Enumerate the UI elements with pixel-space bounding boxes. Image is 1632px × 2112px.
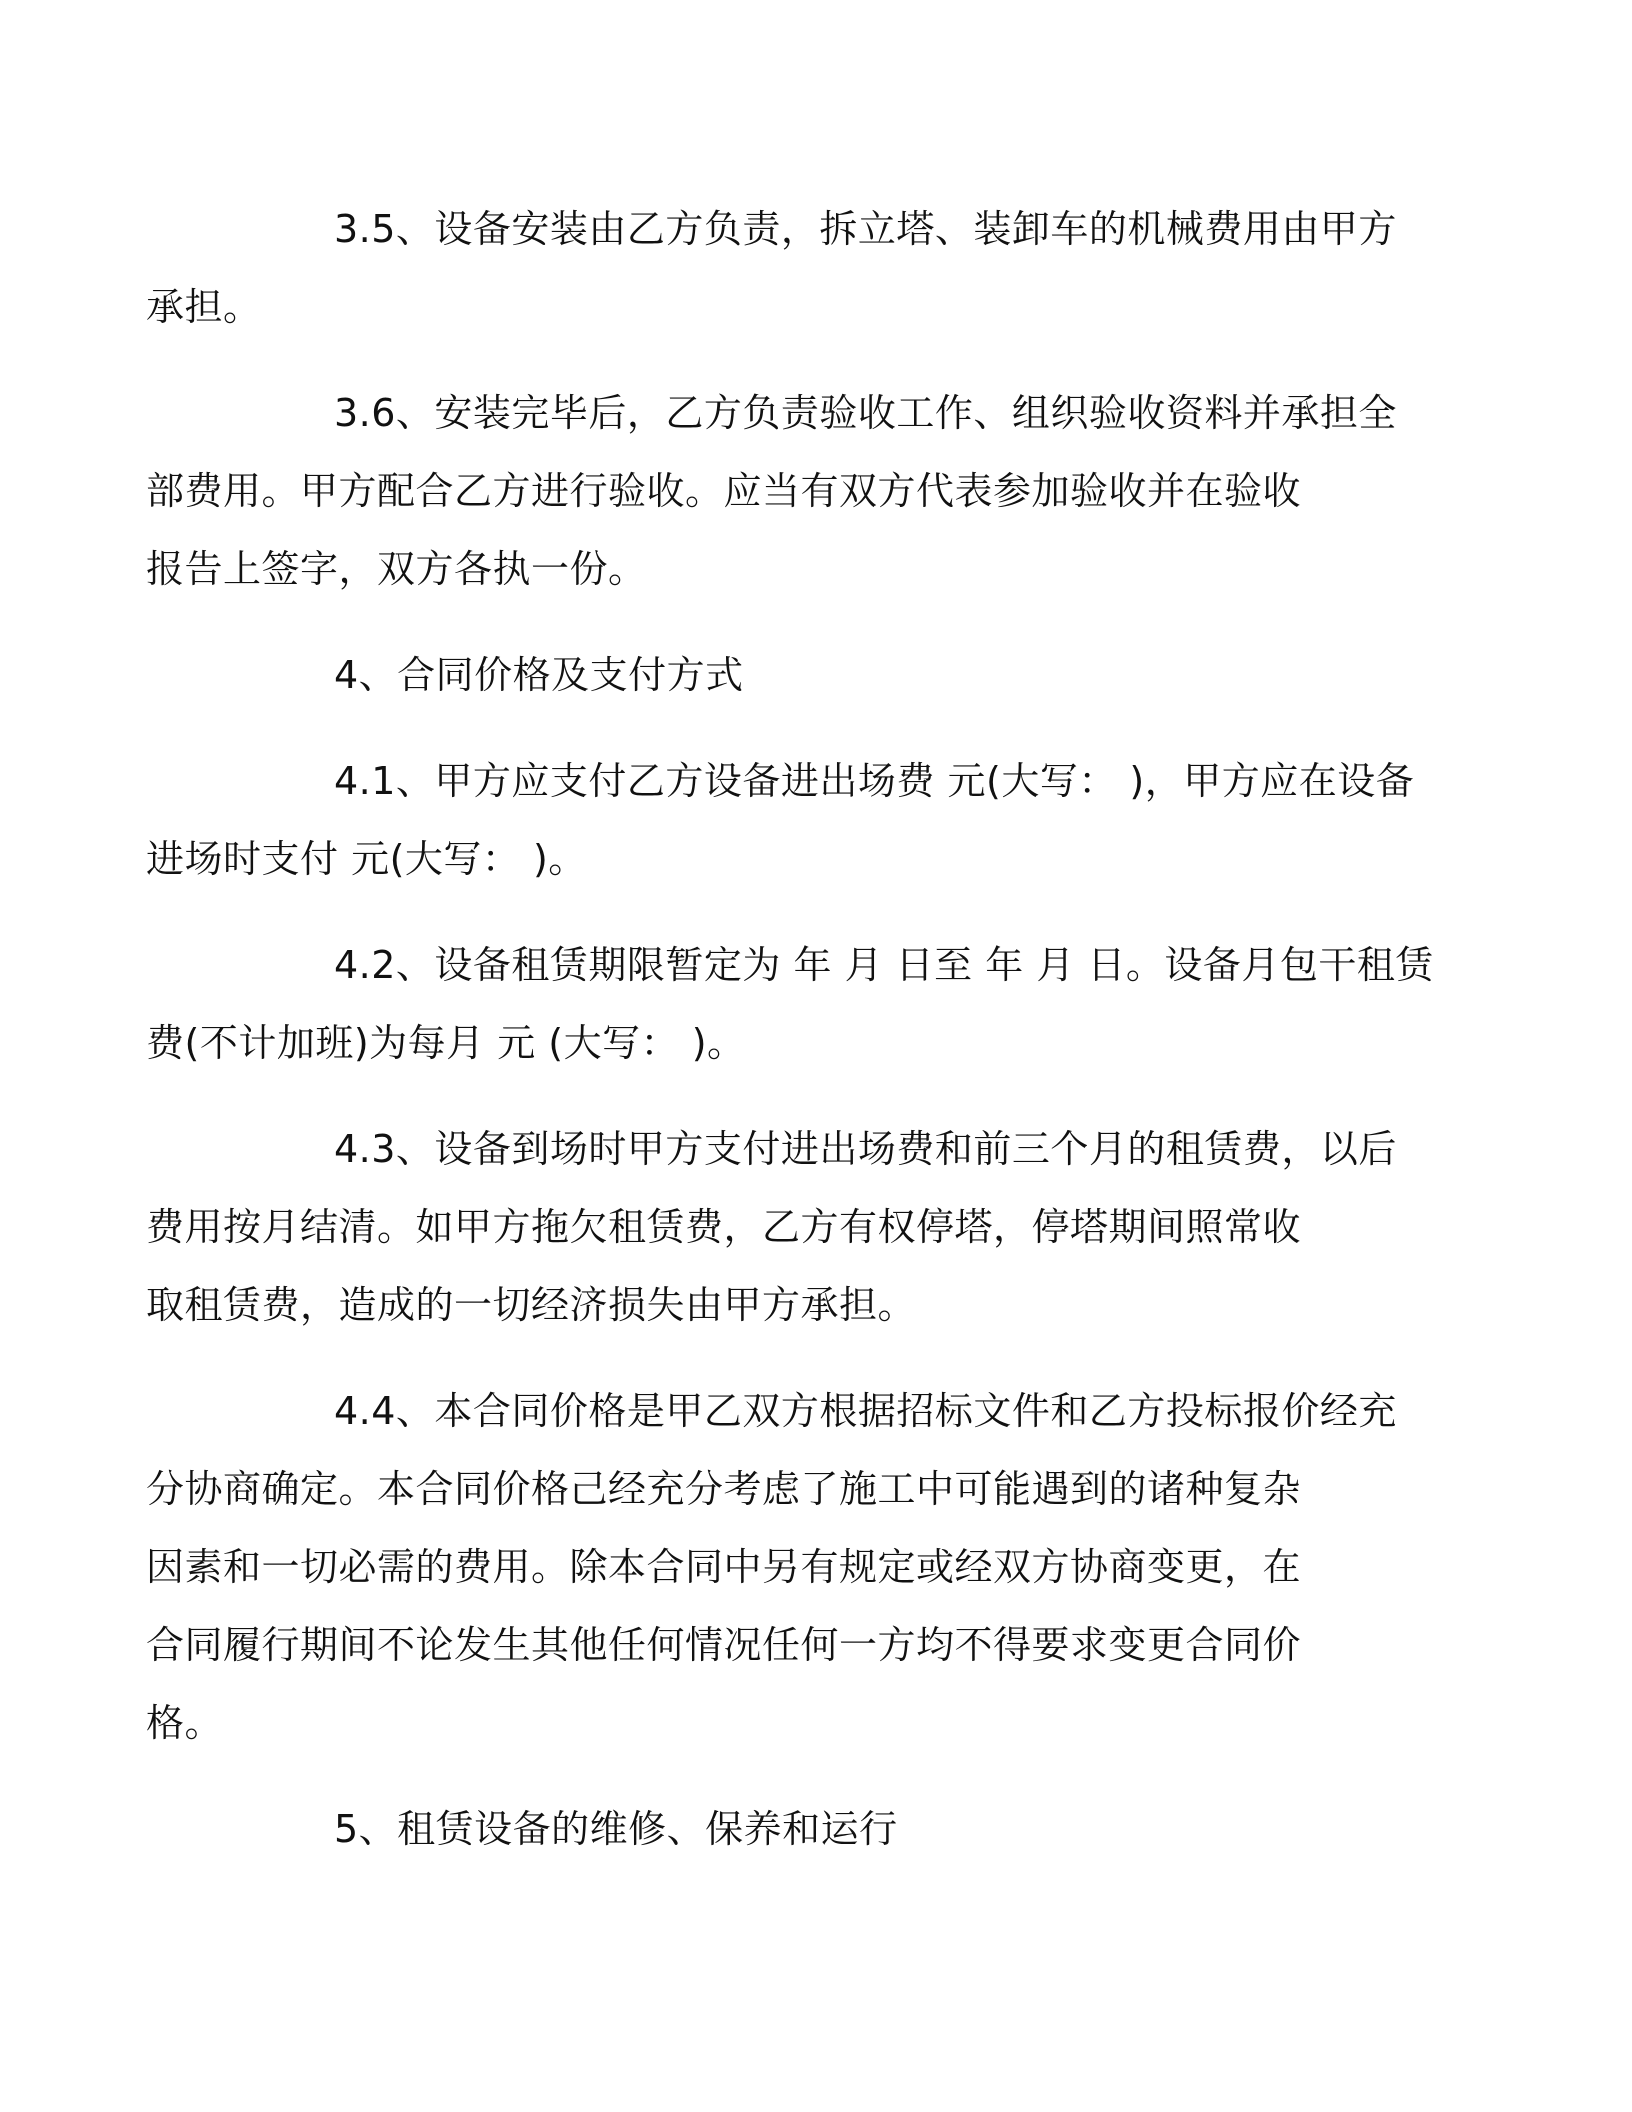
text-line: 承担。 <box>146 285 262 329</box>
text-line: 分协商确定。本合同价格己经充分考虑了施工中可能遇到的诸种复杂 <box>146 1467 1302 1511</box>
text-line: 进场时支付 元(大写： )。 <box>146 837 587 881</box>
text-line: 4.2、设备租赁期限暂定为 年 月 日至 年 月 日。设备月包干租赁 <box>334 943 1434 987</box>
clause-3-5 <box>146 190 1400 346</box>
clause-4-1 <box>146 742 1415 898</box>
document-page <box>146 190 1434 1896</box>
clause-4-3 <box>146 1110 1400 1344</box>
clause-4-4 <box>146 1372 1400 1762</box>
text-line: 取租赁费，造成的一切经济损失由甲方承担。 <box>146 1283 917 1327</box>
text-line: 4.1、甲方应支付乙方设备进出场费 元(大写： )，甲方应在设备 <box>334 759 1415 803</box>
text-line: 3.6、安装完毕后，乙方负责验收工作、组织验收资料并承担全 <box>334 391 1397 435</box>
section-heading-5 <box>240 1790 1400 1868</box>
text-line: 4.3、设备到场时甲方支付进出场费和前三个月的租赁费，以后 <box>334 1127 1397 1171</box>
text-line: 3.5、设备安装由乙方负责，拆立塔、装卸车的机械费用由甲方 <box>334 207 1397 251</box>
text-line: 费(不计加班)为每月 元 (大写： )。 <box>146 1021 746 1065</box>
clause-4-2 <box>146 926 1434 1082</box>
text-line: 部费用。甲方配合乙方进行验收。应当有双方代表参加验收并在验收 <box>146 469 1302 513</box>
text-line: 格。 <box>146 1701 224 1745</box>
text-line: 合同履行期间不论发生其他任何情况任何一方均不得要求变更合同价 <box>146 1623 1302 1667</box>
text-line: 报告上签字，双方各执一份。 <box>146 547 647 591</box>
section-heading-4 <box>240 636 1400 714</box>
text-line: 4、合同价格及支付方式 <box>334 653 744 697</box>
clause-3-6 <box>146 374 1400 608</box>
text-line: 费用按月结清。如甲方拖欠租赁费，乙方有权停塔，停塔期间照常收 <box>146 1205 1302 1249</box>
text-line: 因素和一切必需的费用。除本合同中另有规定或经双方协商变更，在 <box>146 1545 1302 1589</box>
text-line: 4.4、本合同价格是甲乙双方根据招标文件和乙方投标报价经充 <box>334 1389 1397 1433</box>
text-line: 5、租赁设备的维修、保养和运行 <box>334 1807 898 1851</box>
